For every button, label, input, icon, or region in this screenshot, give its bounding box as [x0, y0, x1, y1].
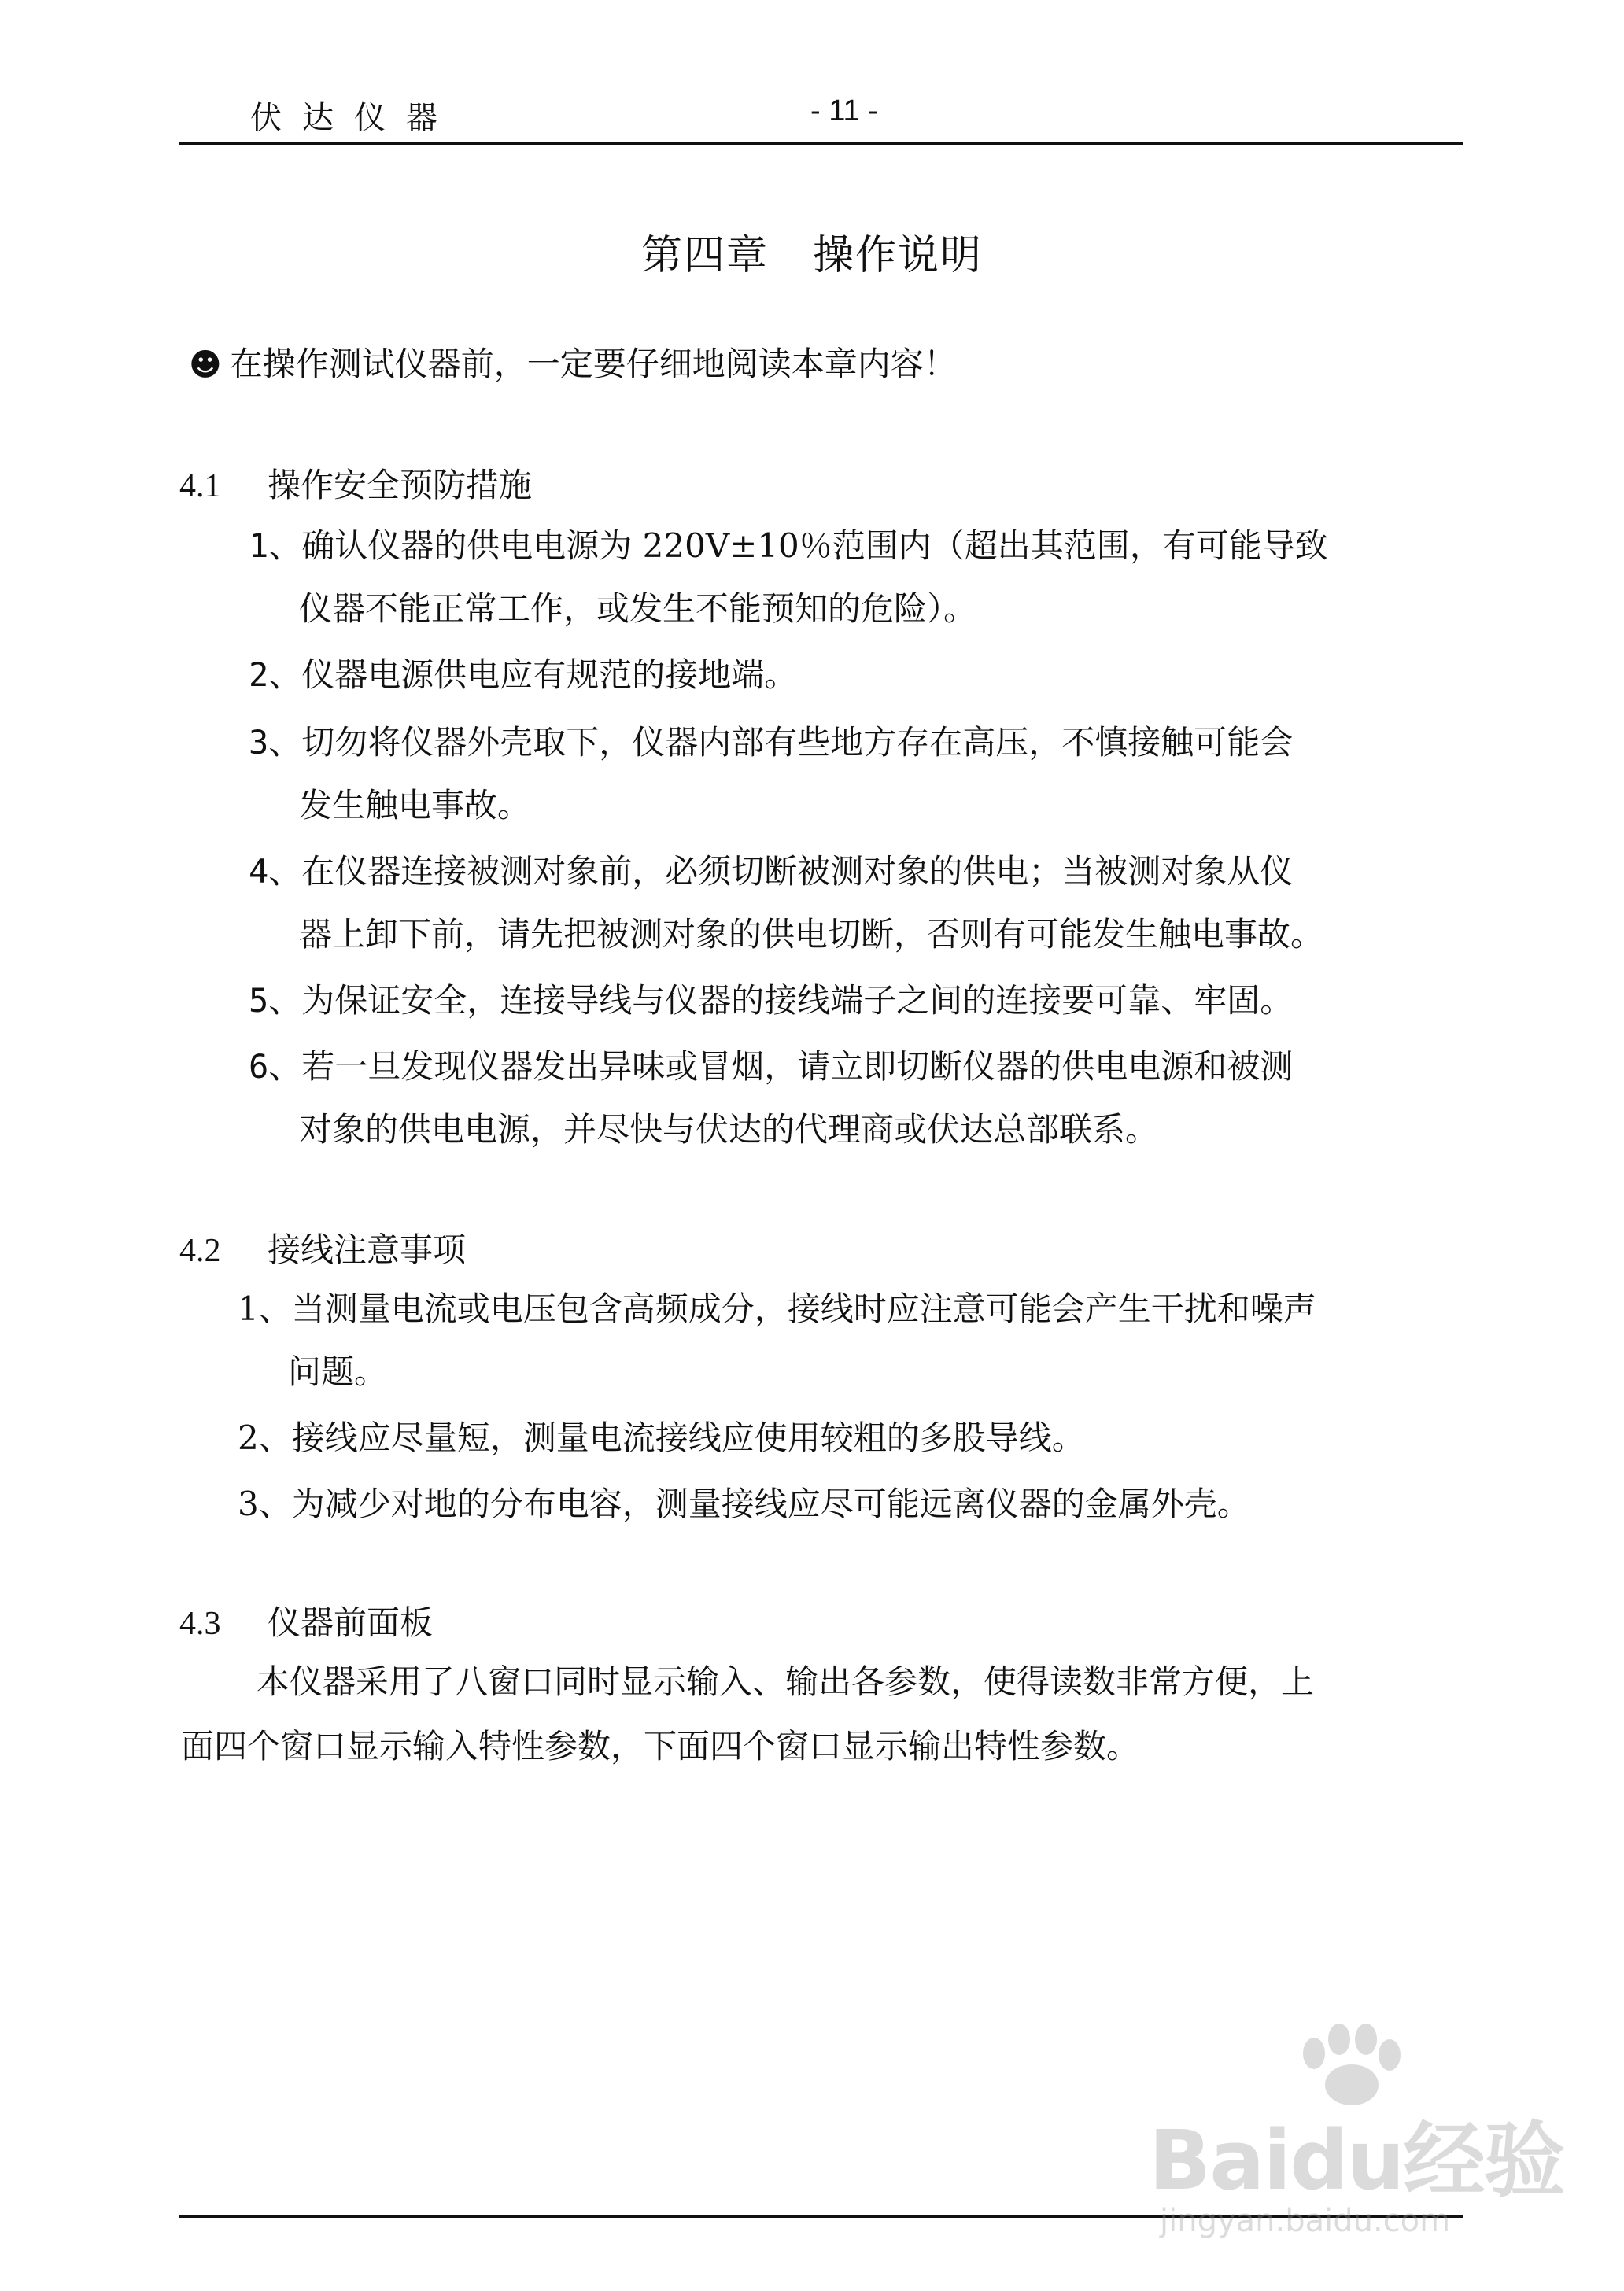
list-item: 2、接线应尽量短，测量电流接线应使用较粗的多股导线。 — [238, 1419, 1085, 1457]
section-heading-4-3 — [179, 1597, 433, 1644]
section-heading-4-1 — [179, 459, 532, 507]
list-item: 3、为减少对地的分布电容，测量接线应尽可能远离仪器的金属外壳。 — [238, 1485, 1250, 1523]
header-page-number: - 11 - — [810, 94, 878, 127]
warning-text: 在操作测试仪器前，一定要仔细地阅读本章内容！ — [229, 345, 957, 383]
section-number: 4.3 — [179, 1606, 221, 1642]
watermark-brand: Baidu经验 — [1149, 2112, 1564, 2208]
list-item-continuation: 对象的供电电源，并尽快与伏达的代理商或伏达总部联系。 — [299, 1110, 1159, 1149]
section-title: 接线注意事项 — [268, 1230, 467, 1269]
list-item: 1、当测量电流或电压包含高频成分，接线时应注意可能会产生干扰和噪声 — [238, 1289, 1316, 1328]
list-item: 5、为保证安全，连接导线与仪器的接线端子之间的连接要可靠、牢固。 — [249, 981, 1294, 1020]
watermark-url: jingyan.baidu.com — [1160, 2203, 1451, 2239]
header-company: 伏达仪器 — [250, 100, 458, 136]
paragraph-line: 本仪器采用了八窗口同时显示输入、输出各参数，使得读数非常方便，上 — [257, 1662, 1315, 1701]
section-number: 4.1 — [179, 468, 221, 504]
baidu-watermark — [1149, 2022, 1564, 2258]
chapter-title — [0, 222, 1624, 281]
header-divider — [179, 142, 1463, 145]
list-item: 6、若一旦发现仪器发出异味或冒烟，请立即切断仪器的供电电源和被测 — [249, 1047, 1294, 1086]
section-title: 操作安全预防措施 — [268, 466, 533, 504]
list-item-continuation: 问题。 — [288, 1352, 388, 1391]
section-heading-4-2 — [179, 1224, 466, 1271]
warning-notice — [189, 338, 957, 386]
list-item: 2、仪器电源供电应有规范的接地端。 — [249, 655, 798, 694]
list-item: 3、切勿将仪器外壳取下，仪器内部有些地方存在高压，不慎接触可能会 — [249, 723, 1294, 762]
list-item: 1、确认仪器的供电电源为 220V±10％范围内（超出其范围，有可能导致 — [249, 526, 1328, 565]
list-item-continuation: 仪器不能正常工作，或发生不能预知的危险）。 — [299, 589, 977, 628]
section-title: 仪器前面板 — [268, 1603, 434, 1642]
list-item-continuation: 发生触电事故。 — [299, 786, 531, 825]
chapter-number: 第四章 — [640, 232, 769, 279]
smiley-icon: ☻ — [189, 347, 222, 383]
list-item: 4、在仪器连接被测对象前，必须切断被测对象的供电；当被测对象从仪 — [249, 852, 1294, 891]
section-number: 4.2 — [179, 1233, 221, 1269]
list-item-continuation: 器上卸下前，请先把被测对象的供电切断，否则有可能发生触电事故。 — [299, 915, 1324, 954]
paragraph-line: 面四个窗口显示输入特性参数，下面四个窗口显示输出特性参数。 — [181, 1727, 1140, 1765]
chapter-name: 操作说明 — [813, 232, 984, 279]
